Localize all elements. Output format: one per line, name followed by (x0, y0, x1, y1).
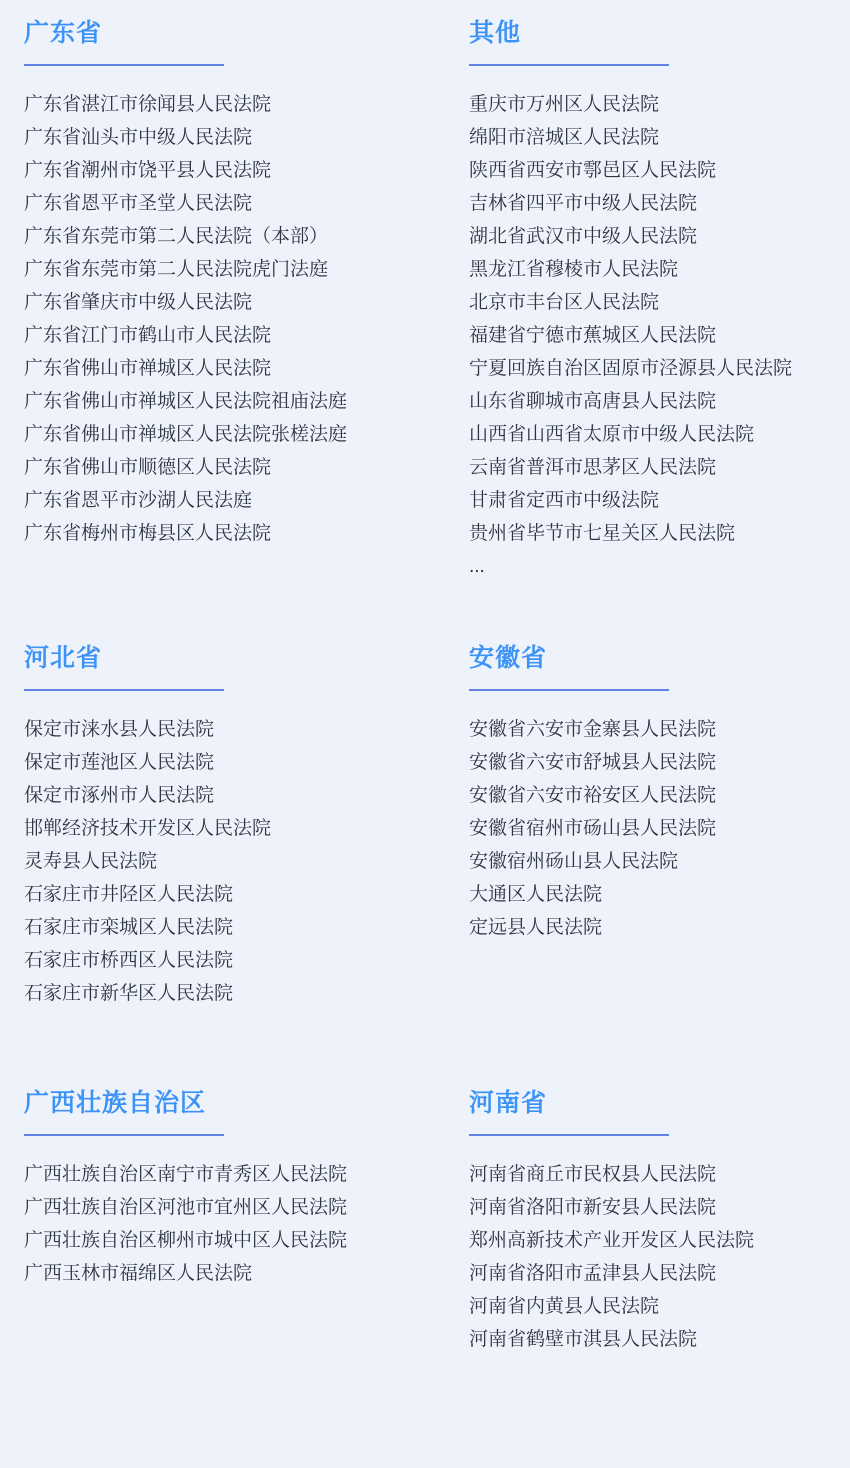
list-item: 山西省山西省太原市中级人民法院 (469, 424, 755, 445)
list-item: 安徽宿州砀山县人民法院 (469, 851, 679, 872)
list-item: 广西壮族自治区河池市宜州区人民法院 (24, 1197, 348, 1218)
list-item: 贵州省毕节市七星关区人民法院 (469, 523, 736, 544)
section-other (449, 18, 850, 583)
section-row-3 (24, 1088, 826, 1356)
list-item: 绵阳市涪城区人民法院 (469, 127, 660, 148)
section-title-other: 其他 (469, 19, 522, 47)
list-item: 保定市涞水县人民法院 (24, 719, 215, 740)
court-list-hebei (24, 713, 439, 1010)
list-item: 石家庄市桥西区人民法院 (24, 950, 234, 971)
section-title-guangdong: 广东省 (24, 19, 103, 47)
list-item: 河南省洛阳市孟津县人民法院 (469, 1263, 717, 1284)
list-item: 广东省恩平市圣堂人民法院 (24, 193, 253, 214)
list-item: 吉林省四平市中级人民法院 (469, 193, 698, 214)
section-row-1 (24, 18, 826, 583)
list-item: 保定市涿州市人民法院 (24, 785, 215, 806)
section-row-2 (24, 643, 826, 1010)
title-divider (24, 64, 224, 66)
list-item: 广东省潮州市饶平县人民法院 (24, 160, 272, 181)
court-list-henan (469, 1158, 850, 1356)
section-title-anhui: 安徽省 (469, 644, 548, 672)
list-item: 石家庄市井陉区人民法院 (24, 884, 234, 905)
list-item: 灵寿县人民法院 (24, 851, 158, 872)
section-title-henan: 河南省 (469, 1089, 548, 1117)
list-item: 广东省肇庆市中级人民法院 (24, 292, 253, 313)
court-list-guangxi (24, 1158, 439, 1290)
title-divider (469, 1134, 669, 1136)
section-guangxi (24, 1088, 449, 1356)
list-item: 广西壮族自治区柳州市城中区人民法院 (24, 1230, 348, 1251)
list-item: 安徽省六安市裕安区人民法院 (469, 785, 717, 806)
list-item: 广东省佛山市顺德区人民法院 (24, 457, 272, 478)
title-divider (469, 64, 669, 66)
row-spacer (24, 1010, 826, 1088)
list-item: 广东省江门市鹤山市人民法院 (24, 325, 272, 346)
list-item: 安徽省宿州市砀山县人民法院 (469, 818, 717, 839)
list-item: 广东省湛江市徐闻县人民法院 (24, 94, 272, 115)
section-title-hebei: 河北省 (24, 644, 103, 672)
list-item: 陕西省西安市鄠邑区人民法院 (469, 160, 717, 181)
list-item: 黑龙江省穆棱市人民法院 (469, 259, 679, 280)
list-item: 郑州高新技术产业开发区人民法院 (469, 1230, 755, 1251)
list-item: 河南省商丘市民权县人民法院 (469, 1164, 717, 1185)
section-title-guangxi: 广西壮族自治区 (24, 1089, 207, 1117)
section-henan (449, 1088, 850, 1356)
list-item: 广东省佛山市禅城区人民法院祖庙法庭 (24, 391, 348, 412)
list-item: 广东省东莞市第二人民法院虎门法庭 (24, 259, 329, 280)
list-item: 北京市丰台区人民法院 (469, 292, 660, 313)
list-item: 大通区人民法院 (469, 884, 603, 905)
list-item: 湖北省武汉市中级人民法院 (469, 226, 698, 247)
list-item: 保定市莲池区人民法院 (24, 752, 215, 773)
court-list-other (469, 88, 850, 583)
list-item: 安徽省六安市舒城县人民法院 (469, 752, 717, 773)
list-item: 广西壮族自治区南宁市青秀区人民法院 (24, 1164, 348, 1185)
list-item: 广东省梅州市梅县区人民法院 (24, 523, 272, 544)
court-list-anhui (469, 713, 850, 944)
list-item: 宁夏回族自治区固原市泾源县人民法院 (469, 358, 793, 379)
list-item: 河南省鹤壁市淇县人民法院 (469, 1329, 698, 1350)
list-item: 广东省东莞市第二人民法院（本部） (24, 226, 329, 247)
list-item: 山东省聊城市高唐县人民法院 (469, 391, 717, 412)
section-anhui (449, 643, 850, 1010)
list-item: 广东省佛山市禅城区人民法院 (24, 358, 272, 379)
list-item: 福建省宁德市蕉城区人民法院 (469, 325, 717, 346)
list-item: 石家庄市新华区人民法院 (24, 983, 234, 1004)
list-item: 云南省普洱市思茅区人民法院 (469, 457, 717, 478)
list-item: 广东省汕头市中级人民法院 (24, 127, 253, 148)
list-item: 广东省恩平市沙湖人民法庭 (24, 490, 253, 511)
row-spacer (24, 583, 826, 643)
list-item: 甘肃省定西市中级法院 (469, 490, 660, 511)
list-item: 广东省佛山市禅城区人民法院张槎法庭 (24, 424, 348, 445)
list-item-ellipsis: ... (469, 556, 485, 577)
section-guangdong (24, 18, 449, 583)
list-item: 邯郸经济技术开发区人民法院 (24, 818, 272, 839)
list-item: 广西玉林市福绵区人民法院 (24, 1263, 253, 1284)
list-item: 安徽省六安市金寨县人民法院 (469, 719, 717, 740)
list-item: 重庆市万州区人民法院 (469, 94, 660, 115)
section-hebei (24, 643, 449, 1010)
title-divider (469, 689, 669, 691)
list-item: 定远县人民法院 (469, 917, 603, 938)
list-item: 河南省洛阳市新安县人民法院 (469, 1197, 717, 1218)
list-item: 石家庄市栾城区人民法院 (24, 917, 234, 938)
court-list-guangdong (24, 88, 439, 550)
title-divider (24, 1134, 224, 1136)
title-divider (24, 689, 224, 691)
list-item: 河南省内黄县人民法院 (469, 1296, 660, 1317)
